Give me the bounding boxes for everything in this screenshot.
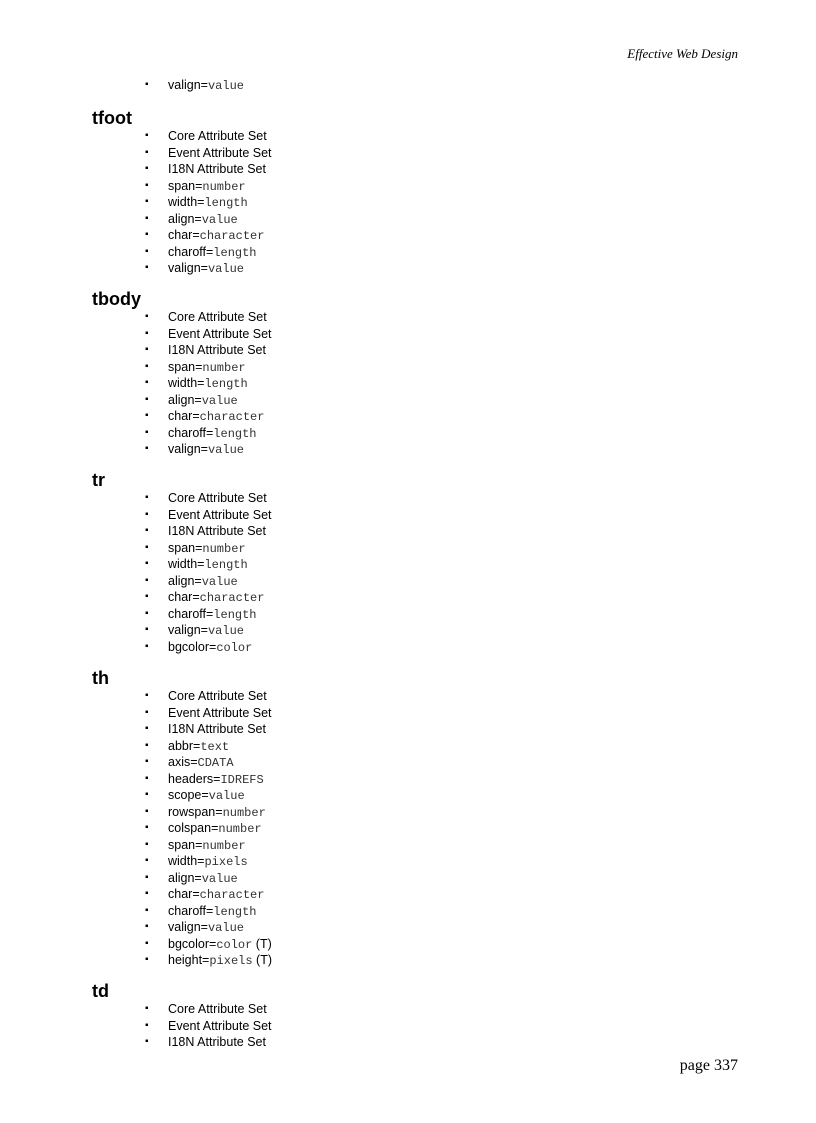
attribute-value-type: CDATA [197,756,234,770]
attribute-value-type: number [218,822,262,836]
bullet-icon: ▪ [145,706,149,718]
list-item [145,128,267,144]
attribute-name: charoff= [168,244,214,259]
attribute-name: Event Attribute Set [168,326,272,341]
attribute-name: headers= [168,771,221,786]
bullet-icon: ▪ [145,492,149,503]
list-item [145,227,265,243]
list-item [145,820,262,836]
attribute-value-type: color [216,937,253,952]
attribute-name: bgcolor= [168,936,217,951]
bullet-icon: ▪ [145,443,149,454]
bullet-icon: ▪ [145,855,149,866]
attribute-name: width= [168,854,205,868]
list-item [145,244,257,260]
bullet-icon: ▪ [145,1003,149,1014]
bullet-icon: ▪ [145,640,149,652]
attribute-name: char= [168,409,200,423]
attribute-value-type: value [207,921,244,935]
attribute-value-type: pixels [209,954,253,968]
bullet-icon: ▪ [145,607,149,619]
bullet-icon: ▪ [145,410,149,421]
attribute-value-type: value [201,212,238,227]
bullet-icon: ▪ [145,327,149,339]
bullet-icon: ▪ [145,426,149,438]
list-item [145,375,248,391]
attribute-name: I18N Attribute Set [168,722,266,736]
bullet-icon: ▪ [145,525,149,536]
bullet-icon: ▪ [145,311,149,322]
bullet-icon: ▪ [145,904,149,916]
section-heading: tfoot [92,108,132,128]
bullet-icon: ▪ [145,393,149,405]
attribute-name: Core Attribute Set [168,129,267,143]
bullet-icon: ▪ [145,229,149,240]
attribute-value-type: text [200,739,230,754]
attribute-name: Event Attribute Set [168,705,272,720]
attribute-name: span= [168,359,203,374]
list-item [145,721,266,737]
list-item [145,606,257,622]
attribute-name: Event Attribute Set [168,507,272,522]
bullet-icon: ▪ [145,377,149,388]
list-item [145,1018,272,1034]
attribute-name: height= [168,953,210,967]
list-item [145,738,230,754]
bullet-icon: ▪ [145,624,149,635]
list-item [145,392,238,408]
list-item [145,507,272,523]
attribute-name: bgcolor= [168,639,217,654]
attribute-value-type: length [213,245,257,260]
attribute-name: I18N Attribute Set [168,1035,266,1049]
attribute-value-type: character [199,229,265,243]
running-header: Effective Web Design [627,46,738,61]
list-item [145,490,267,506]
attribute-name: char= [168,228,200,242]
list-item [145,425,257,441]
list-item [145,705,272,721]
attribute-name: I18N Attribute Set [168,162,266,176]
attribute-name: align= [168,392,202,407]
bullet-icon: ▪ [145,789,149,800]
attribute-name: valign= [168,261,208,275]
attribute-name: Event Attribute Set [168,1018,272,1033]
list-item [145,622,244,638]
list-item [145,161,266,177]
list-item [145,441,244,457]
attribute-name: char= [168,887,200,901]
list-item [145,408,265,424]
attribute-name: Core Attribute Set [168,491,267,505]
attribute-name: charoff= [168,606,214,621]
attribute-value-type: length [204,558,248,572]
attribute-value-type: length [204,377,248,391]
attribute-value-type: number [202,838,246,853]
bullet-icon: ▪ [145,838,149,850]
attribute-name: rowspan= [168,804,223,819]
attribute-value-type: value [207,79,244,93]
attribute-name: scope= [168,788,209,802]
bullet-icon: ▪ [145,574,149,586]
bullet-icon: ▪ [145,146,149,158]
bullet-icon: ▪ [145,888,149,899]
list-item [145,178,246,194]
bullet-icon: ▪ [145,212,149,224]
bullet-icon: ▪ [145,163,149,174]
attribute-value-type: number [222,805,266,820]
list-item [145,573,238,589]
bullet-icon: ▪ [145,558,149,569]
list-item [145,870,238,886]
attribute-name: I18N Attribute Set [168,343,266,357]
attribute-value-type: value [208,789,245,803]
attribute-name: valign= [168,442,208,456]
list-item [145,952,273,968]
attribute-name: Core Attribute Set [168,1002,267,1016]
bullet-icon: ▪ [145,739,149,751]
list-item [145,787,245,803]
list-item [145,260,244,276]
attribute-value-type: color [216,640,253,655]
attribute-name: span= [168,540,203,555]
list-item [145,556,248,572]
attribute-name: valign= [168,78,208,92]
bullet-icon: ▪ [145,262,149,273]
section-heading: th [92,668,109,688]
list-item [145,1034,266,1050]
list-item [145,359,246,375]
attribute-name: valign= [168,623,208,637]
section-heading: td [92,981,109,1001]
bullet-icon: ▪ [145,245,149,257]
attribute-name: Event Attribute Set [168,145,272,160]
bullet-icon: ▪ [145,871,149,883]
attribute-value-type: length [204,196,248,210]
attribute-value-type: length [213,426,257,441]
list-item [145,853,248,869]
attribute-name: Core Attribute Set [168,310,267,324]
list-item [145,309,267,325]
attribute-value-type: pixels [204,855,248,869]
section-heading: tbody [92,289,141,309]
bullet-icon: ▪ [145,921,149,932]
bullet-icon: ▪ [145,954,149,965]
attribute-name: axis= [168,755,198,769]
list-item [145,886,265,902]
list-item [145,771,264,787]
list-item [145,688,267,704]
attribute-value-type: value [201,574,238,589]
list-item [145,523,266,539]
attribute-name: valign= [168,920,208,934]
bullet-icon: ▪ [145,937,149,949]
attribute-value-type: length [213,904,257,919]
attribute-value-type: value [207,262,244,276]
attribute-note: (T) [252,936,272,951]
list-item [145,342,266,358]
bullet-icon: ▪ [145,179,149,191]
attribute-value-type: character [199,888,265,902]
list-item [145,754,234,770]
bullet-icon: ▪ [145,723,149,734]
bullet-icon: ▪ [145,79,149,90]
bullet-icon: ▪ [145,805,149,817]
attribute-value-type: value [201,393,238,408]
list-item [145,211,238,227]
attribute-name: abbr= [168,738,201,753]
bullet-icon: ▪ [145,1019,149,1031]
attribute-value-type: value [201,871,238,886]
page-number: page 337 [679,1057,738,1074]
list-item [145,1001,267,1017]
bullet-icon: ▪ [145,196,149,207]
attribute-value-type: length [213,607,257,622]
attribute-value-type: character [199,591,265,605]
attribute-value-type: character [199,410,265,424]
attribute-name: char= [168,590,200,604]
bullet-icon: ▪ [145,772,149,784]
attribute-name: align= [168,870,202,885]
list-item [145,326,272,342]
attribute-name: align= [168,211,202,226]
bullet-icon: ▪ [145,360,149,372]
attribute-name: align= [168,573,202,588]
bullet-icon: ▪ [145,541,149,553]
attribute-name: charoff= [168,903,214,918]
attribute-name: span= [168,178,203,193]
attribute-name: width= [168,195,205,209]
bullet-icon: ▪ [145,130,149,141]
list-item [145,540,246,556]
bullet-icon: ▪ [145,1036,149,1047]
attribute-name: charoff= [168,425,214,440]
bullet-icon: ▪ [145,344,149,355]
attribute-value-type: number [202,360,246,375]
attribute-value-type: value [207,443,244,457]
attribute-name: width= [168,376,205,390]
bullet-icon: ▪ [145,822,149,833]
list-item [145,804,266,820]
bullet-icon: ▪ [145,756,149,767]
attribute-note: (T) [252,953,273,967]
attribute-value-type: number [202,179,246,194]
list-item [145,639,253,655]
attribute-name: I18N Attribute Set [168,524,266,538]
bullet-icon: ▪ [145,690,149,701]
list-item [145,837,246,853]
list-item [145,903,257,919]
attribute-name: colspan= [168,821,219,835]
attribute-name: span= [168,837,203,852]
section-heading: tr [92,470,105,490]
attribute-name: width= [168,557,205,571]
list-item [145,77,244,93]
list-item [145,194,248,210]
list-item [145,936,272,952]
attribute-value-type: value [207,624,244,638]
bullet-icon: ▪ [145,508,149,520]
attribute-value-type: IDREFS [220,772,264,787]
bullet-icon: ▪ [145,591,149,602]
attribute-name: Core Attribute Set [168,689,267,703]
attribute-value-type: number [202,541,246,556]
list-item [145,145,272,161]
list-item [145,589,265,605]
list-item [145,919,244,935]
